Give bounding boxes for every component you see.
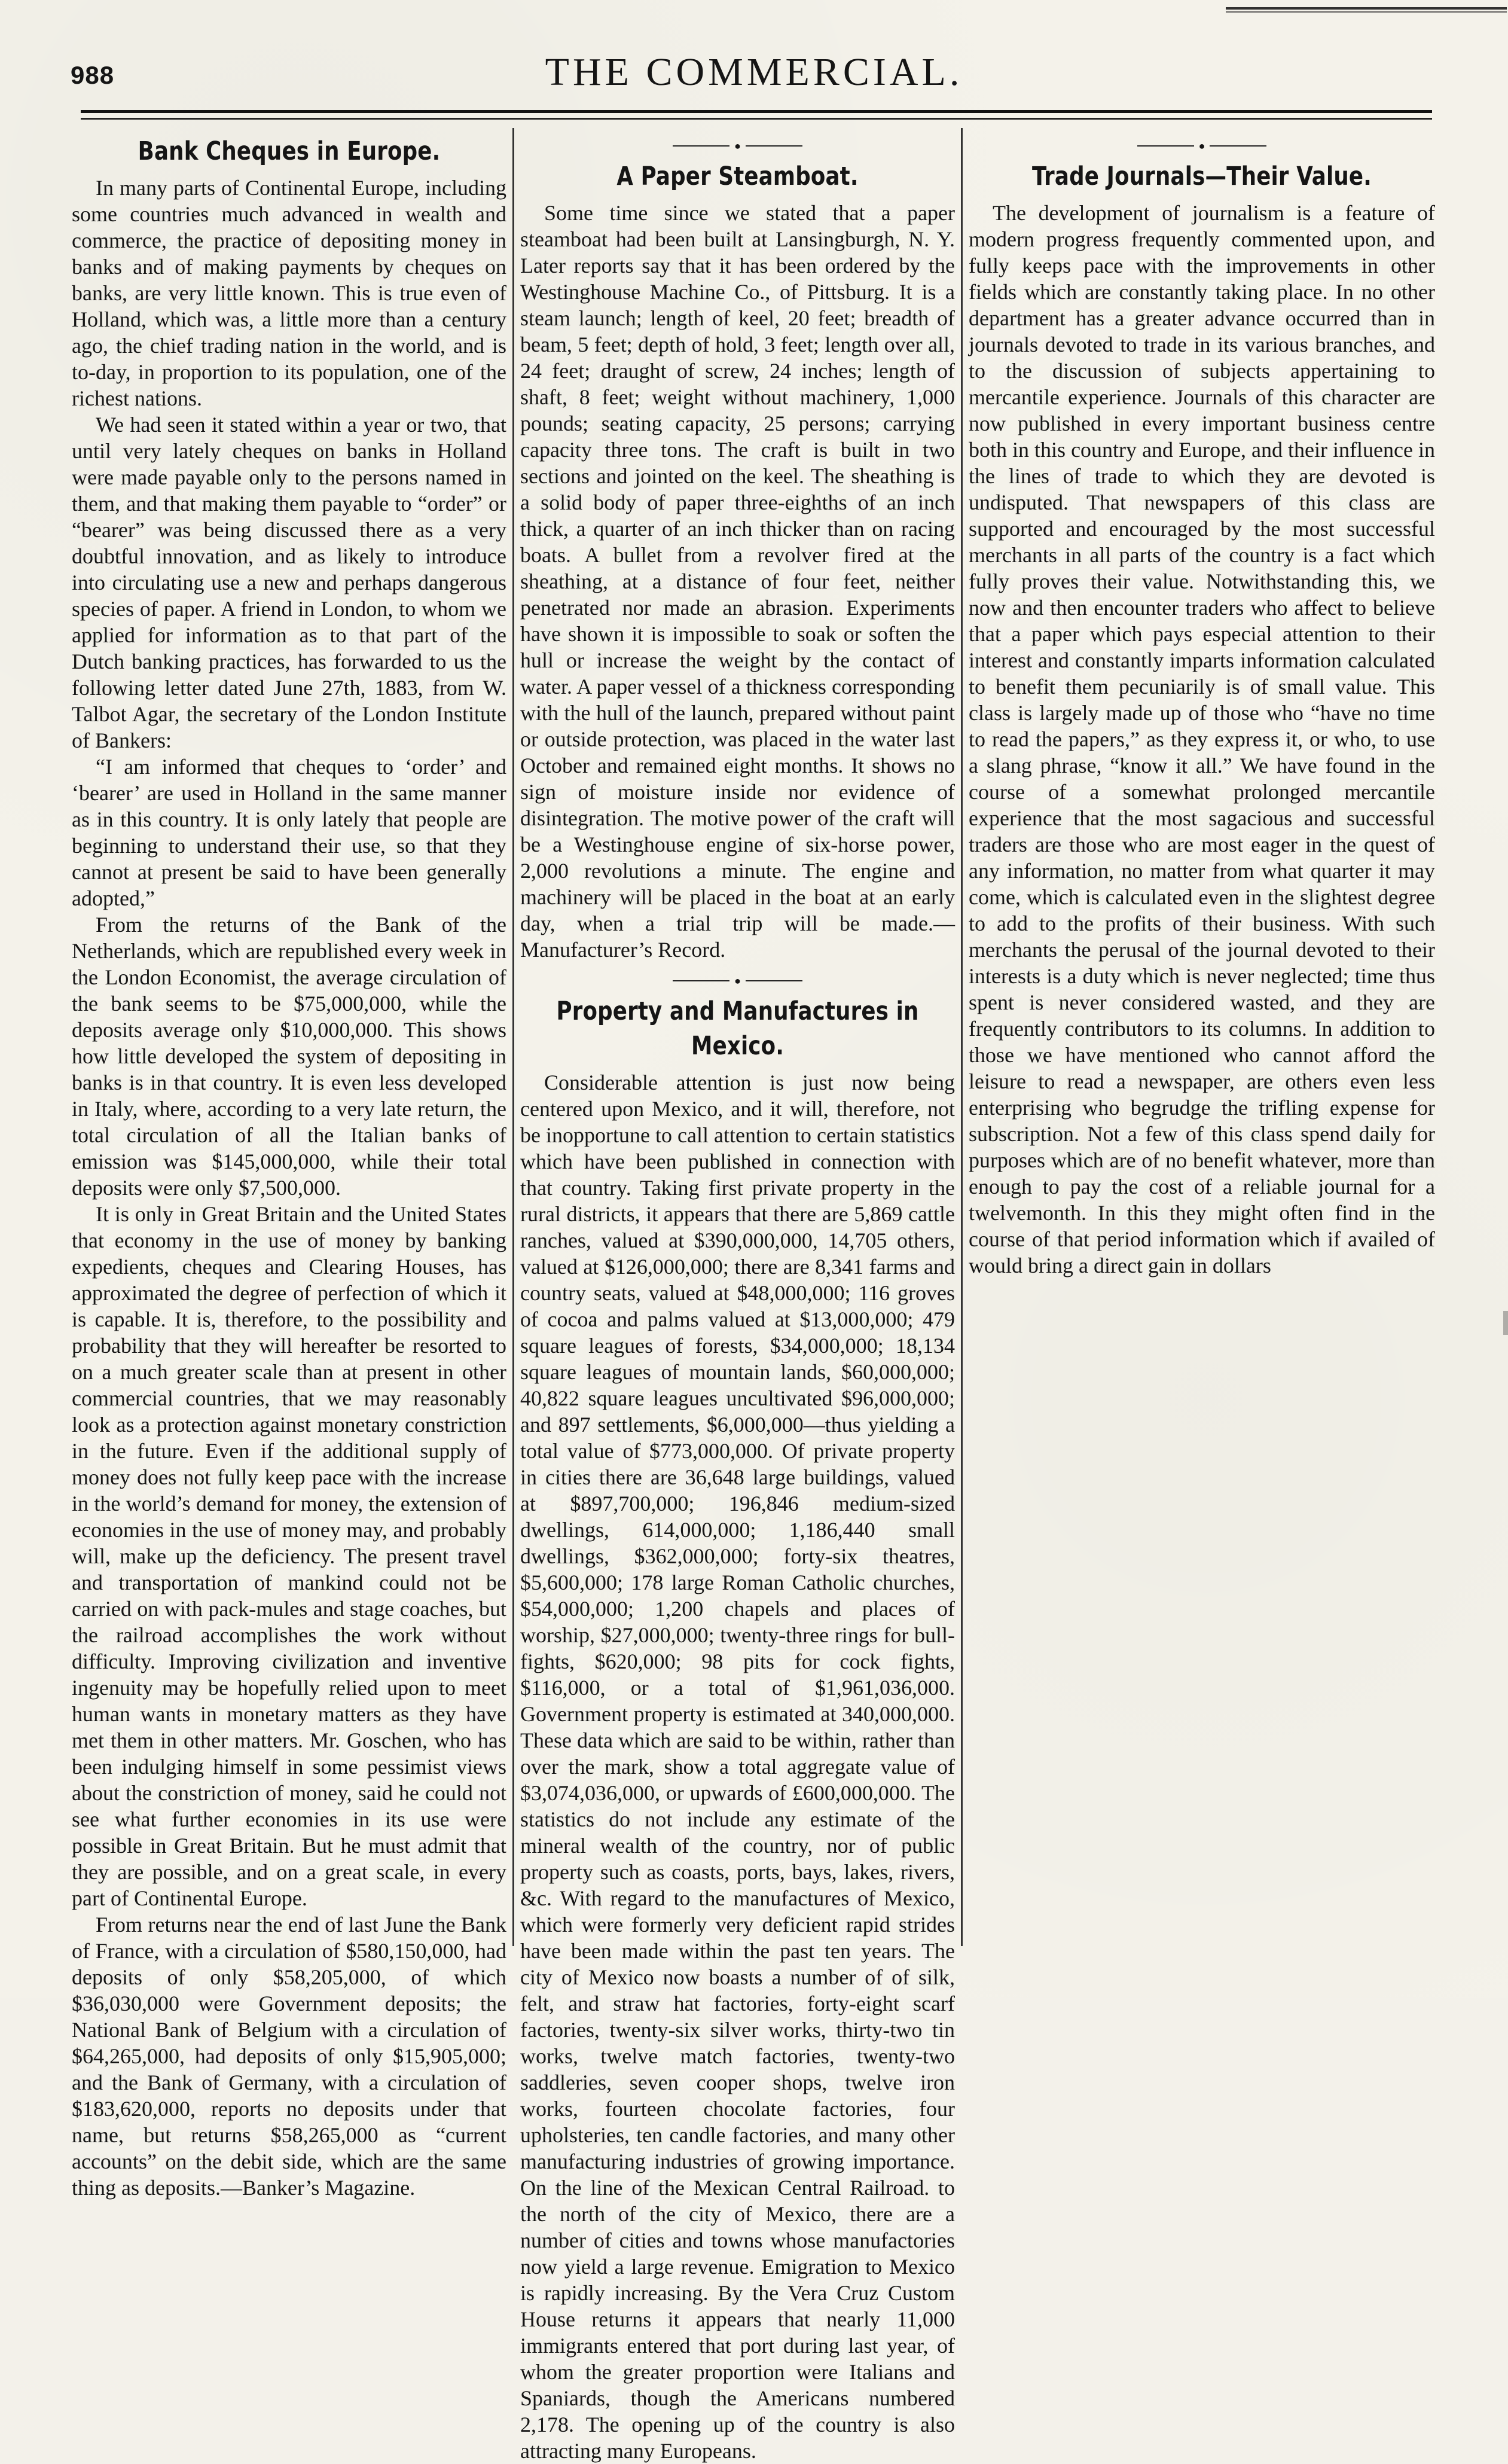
article-title-bank-cheques: Bank Cheques in Europe. bbox=[138, 136, 441, 166]
section-divider: ● bbox=[969, 139, 1435, 153]
article-paragraph: From returns near the end of last June the Bank of France, with a circulation of $580,150,000, had deposits of only $58,205,000, of which $36,030,000 were Government deposits; the National Bank of Belgium with a circulation of $64,265,000, had deposits of only $15,905,000; and the Bank of Germany, with a circulation of $183,620,000, reports no deposits under that name, but returns $58,265,000 as “current accounts” on the debit side, which are the same thing as deposits.—Banker’s Magazine. bbox=[72, 1913, 506, 2200]
column-2 bbox=[520, 128, 955, 2464]
edge-smudge bbox=[1503, 1311, 1508, 1335]
column-1 bbox=[72, 128, 506, 2464]
article-columns bbox=[72, 128, 1435, 2463]
masthead-rule-thick bbox=[81, 110, 1432, 113]
top-border-rule bbox=[1226, 7, 1507, 14]
article-title-property-mexico: Property and Manufactures in Mexico. bbox=[556, 996, 919, 1061]
masthead-rules bbox=[81, 110, 1432, 124]
section-divider: ● bbox=[520, 139, 955, 153]
column-3 bbox=[969, 128, 1435, 2464]
article-title-paper-steamboat: A Paper Steamboat. bbox=[616, 161, 859, 191]
article-title-trade-journals: Trade Journals—Their Value. bbox=[1032, 161, 1372, 191]
quoted-letter: “I am informed that cheques to ‘order’ and ‘bearer’ are used in Holland in the same manner as in this country. It is only lately that people are beginning to understand their use, so that they cannot at present be said to have been generally adopted,” bbox=[72, 755, 506, 910]
article-paragraph: Considerable attention is just now being centered upon Mexico, and it will, therefore, not be inopportune to call attention to certain statistics which have been published in connection with that country. Taking first private property in the rural districts, it appears that there are 5,869 cattle ranches, valued at $390,000,000, 14,705 others, valued at $126,000,000; there are 8,341 farms and country seats, valued at $48,000,000; 116 groves of cocoa and palms valued at $13,000,000; 479 square leagues of forests, $34,000,000; 18,134 square leagues of mountain lands, $60,000,000; 40,822 square leagues uncultivated $96,000,000; and 897 settlements, $6,000,000—thus yielding a total value of $773,000,000. Of private property in cities there are 36,648 large buildings, valued at $897,700,000; 196,846 medium-sized dwellings, 614,000,000; 1,186,440 small dwellings, $362,000,000; forty-six theatres, $5,600,000; 178 large Roman Catholic churches, $54,000,000; 1,200 chapels and places of worship, $27,000,000; twenty-three rings for bull-fights, $620,000; 98 pits for cock fights, $116,000, or a total of $1,961,036,000. Government property is estimated at 340,000,000. These data which are said to be within, rather than over the mark, show a total aggregate value of $3,074,036,000, or upwards of £600,000,000. The statistics do not include any estimate of the mineral wealth of the country, nor of public property such as coasts, ports, bays, lakes, rivers, &c. With regard to the manufactures of Mexico, which were formerly very deficient rapid strides have been made within the past ten years. The city of Mexico now boasts a number of of silk, felt, and straw hat factories, forty-eight scarf factories, twenty-six silver works, thirty-two tin works, twelve match factories, twenty-two saddleries, seven cooper shops, twelve iron works, fourteen chocolate factories, four upholsteries, ten candle factories, and many other manufacturing industries of growing importance. On the line of the Mexican Central Railroad. to the north of the city of Mexico, there are a number of cities and towns whose manufactories now yield a large revenue. Emigration to Mexico is rapidly increasing. By the Vera Cruz Custom House returns it appears that nearly 11,000 immigrants entered that port during last year, of whom the greater proportion were Italians and Spaniards, though the Americans numbered 2,178. The opening up of the country is also attracting many Europeans. bbox=[520, 1071, 955, 2463]
article-paragraph: The development of journalism is a feature of modern progress frequently commented upon, and fully keeps pace with the improvements in other fields which are constantly taking place. In no other department has a greater advance occurred than in journals devoted to trade in its various branches, and to the discussion of subjects appertaining to mercantile experience. Journals of this character are now published in every important business centre both in this country and Europe, and their influence in the lines of trade to which they are devoted is undisputed. That newspapers of this class are supported and encouraged by the most successful merchants in all parts of the country is a fact which fully proves their value. Notwithstanding this, we now and then encounter traders who affect to believe that a paper which pays especial attention to their interest and constantly imparts information calculated to benefit them pecuniarily is of small value. This class is largely made up of those who “have no time to read the papers,” as they express it, or who, to use a slang phrase, “know it all.” We have found in the course of a somewhat prolonged mercantile experience that the most sagacious and successful traders are those who are most eager in the quest of any information, no matter from what quarter it may come, which is calculated even in the slightest degree to add to the profits of their business. With such merchants the perusal of the journal devoted to their interests is a duty which is never neglected; time thus spent is never considered wasted, and they are frequently contributors to its columns. In addition to those we have mentioned who cannot afford the leisure to read a newspaper, are others even less enterprising who begrudge the trifling expense for subscription. Not a few of this class spend daily for purposes which are of no benefit whatever, more than enough to pay the cost of a reliable journal for a twelvemonth. In this they might often find in the course of that period information which if availed of would bring a direct gain in dollars bbox=[969, 201, 1435, 1277]
masthead-rule-thin bbox=[81, 118, 1432, 120]
article-paragraph: In many parts of Continental Europe, including some countries much advanced in wealth and commerce, the practice of depositing money in banks and of making payments by cheques on banks, are very little known. This is true even of Holland, which was, a little more than a century ago, the chief trading nation in the world, and is to-day, in proportion to its population, one of the richest nations. bbox=[72, 176, 506, 410]
article-paragraph: We had seen it stated within a year or two, that until very lately cheques on banks in Holland were made payable only to the persons named in them, and that making them payable to “order” or “bearer” was being discussed there as a very doubtful innovation, and as likely to introduce into circulating use a new and perhaps dangerous species of paper. A friend in London, to whom we applied for information as to that part of the Dutch banking practices, has forwarded to us the following letter dated June 27th, 1883, from W. Talbot Agar, the secretary of the London Institute of Bankers: bbox=[72, 413, 506, 752]
masthead-title: THE COMMERCIAL. bbox=[545, 50, 963, 94]
page-number: 988 bbox=[71, 61, 115, 89]
column-separator bbox=[512, 128, 514, 1946]
article-paragraph: From the returns of the Bank of the Netherlands, which are republished every week in the London Economist, the average circulation of the bank seems to be $75,000,000, while the deposits average only $10,000,000. This shows how little developed the system of depositing in banks is in that country. It is even less developed in Italy, where, according to a very late return, the total circulation of all the Italian banks of emission was $145,000,000, while their total deposits were only $7,500,000. bbox=[72, 913, 506, 1200]
article-paragraph: It is only in Great Britain and the United States that economy in the use of money by banking expedients, cheques and Clearing Houses, has approximated the degree of perfection of which it is capable. It is, therefore, to the possibility and probability that they will hereafter be resorted to on a much greater scale than at present in other commercial countries, that we may reasonably look as a protection against monetary constriction in the future. Even if the additional supply of money does not fully keep pace with the increase in the world’s demand for money, the extension of economies in the use of money may, and probably will, make up the deficiency. The present travel and transportation of mankind could not be carried on with pack-mules and stage coaches, but the railroad accomplishes the work without difficulty. Improving civilization and inventive ingenuity may be hopefully relied upon to meet human wants in monetary matters as they have met them in other matters. Mr. Goschen, who has been indulging himself in some pessimist views about the constriction of money, said he could not see what further economies in its use were possible in Great Britain. But he must admit that they are possible, and on a great scale, in every part of Continental Europe. bbox=[72, 1202, 506, 1910]
column-separator bbox=[961, 128, 963, 1946]
section-divider: ● bbox=[520, 974, 955, 988]
article-paragraph: Some time since we stated that a paper steamboat had been built at Lansingburgh, N. Y. Later reports say that it has been ordered by the Westinghouse Machine Co., of Pittsburg. It is a steam launch; length of keel, 20 feet; breadth of beam, 5 feet; depth of hold, 3 feet; length over all, 24 feet; draught of screw, 24 inches; length of shaft, 8 feet; weight without machinery, 1,000 pounds; seating capacity, 25 persons; carrying capacity three tons. The craft is built in two sections and jointed on the keel. The sheathing is a solid body of paper three-eighths of an inch thick, a quarter of an inch thicker than on racing boats. A bullet from a revolver fired at the sheathing, at a distance of four feet, neither penetrated nor made an abrasion. Experiments have shown it is impossible to soak or soften the hull or increase the weight by the contact of water. A paper vessel of a thickness corresponding with the hull of the launch, prepared without paint or outside protection, was placed in the water last October and remained eight months. It shows no sign of moisture inside nor evidence of disintegration. The motive power of the craft will be a Westinghouse engine of six-horse power, 2,000 revolutions a minute. The engine and machinery will be placed in the boat at an early day, when a trial trip will be made.—Manufacturer’s Record. bbox=[520, 201, 955, 962]
